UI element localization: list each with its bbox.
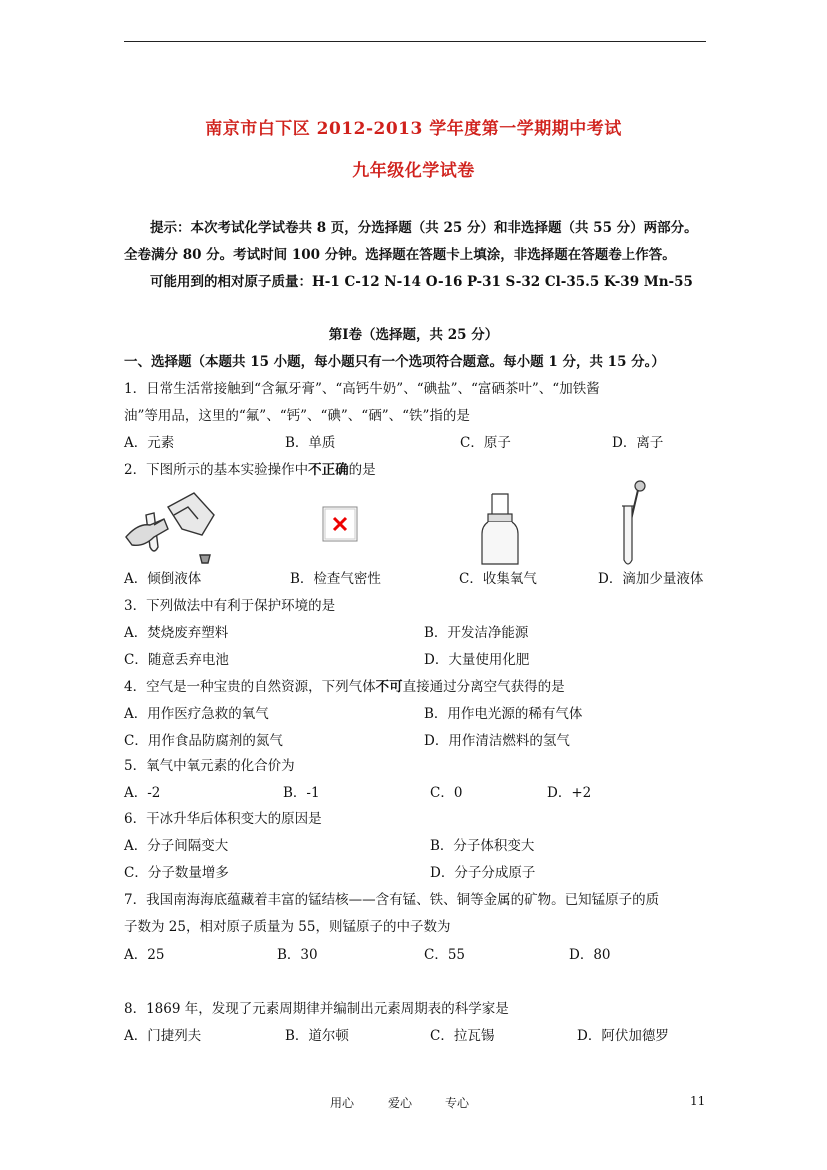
q6-option-c: C．分子数量增多 [124, 865, 229, 881]
q8-option-d: D．阿伏加德罗 [577, 1028, 669, 1044]
q6-option-b: B．分子体积变大 [430, 838, 535, 854]
q3-option-b: B．开发洁净能源 [424, 625, 529, 641]
q4-option-c: C．用作食品防腐剂的氮气 [124, 733, 283, 749]
q4-option-d: D．用作清洁燃料的氢气 [424, 733, 570, 749]
q7-option-b: B．30 [277, 947, 318, 963]
q2-stem-pre: 2．下图所示的基本实验操作中 [124, 462, 309, 478]
q2-option-b: B．检查气密性 [290, 571, 381, 587]
gas-collection-bottle-icon [478, 490, 522, 568]
q7-option-a: A．25 [124, 947, 165, 963]
footer-left: 用心 [330, 1096, 355, 1110]
q2-option-d: D．滴加少量液体 [598, 571, 704, 587]
atomic-mass-line: 可能用到的相对原子质量：H-1 C-12 N-14 O-16 P-31 S-32 Cl-35.5 K-39 Mn-55 [150, 274, 693, 290]
q2-stem-emphasis: 不正确 [308, 462, 349, 478]
q1-option-c: C．原子 [460, 435, 511, 451]
q8-option-c: C．拉瓦锡 [430, 1028, 495, 1044]
q4-stem-emphasis: 不可 [375, 679, 403, 695]
q3-option-d: D．大量使用化肥 [424, 652, 530, 668]
q3-option-c: C．随意丢弃电池 [124, 652, 229, 668]
q5-stem: 5．氧气中氧元素的化合价为 [124, 758, 295, 774]
q4-option-a: A．用作医疗急救的氧气 [124, 706, 269, 722]
page-number: 11 [690, 1094, 706, 1108]
q6-option-d: D．分子分成原子 [430, 865, 536, 881]
q1-option-a: A．元素 [124, 435, 175, 451]
q3-option-a: A．焚烧废弃塑料 [124, 625, 229, 641]
q6-stem: 6．干冰升华后体积变大的原因是 [124, 811, 322, 827]
q8-option-b: B．道尔顿 [285, 1028, 349, 1044]
q5-option-b: B．-1 [283, 785, 320, 801]
dropper-test-tube-icon [614, 480, 654, 570]
hint-line-1: 提示：本次考试化学试卷共 8 页，分选择题（共 25 分）和非选择题（共 55 分）两部分。 [150, 220, 698, 236]
q7-stem-line1: 7．我国南海海底蕴藏着丰富的锰结核——含有锰、铁、铜等金属的矿物。已知锰原子的质 [124, 892, 660, 908]
q3-stem: 3．下列做法中有利于保护环境的是 [124, 598, 336, 614]
footer-right: 专心 [445, 1096, 470, 1110]
q1-option-d: D．离子 [612, 435, 664, 451]
q2-option-c: C．收集氧气 [459, 571, 537, 587]
q5-option-a: A．-2 [124, 785, 161, 801]
q8-stem: 8．1869 年，发现了元素周期律并编制出元素周期表的科学家是 [124, 1001, 509, 1017]
footer-mid: 爱心 [388, 1096, 413, 1110]
q4-stem [124, 678, 565, 696]
q5-option-c: C．0 [430, 785, 463, 801]
q7-option-d: D．80 [569, 947, 611, 963]
q2-stem [124, 461, 376, 479]
q4-option-b: B．用作电光源的稀有气体 [424, 706, 583, 722]
q7-option-c: C．55 [424, 947, 466, 963]
q5-option-d: D．+2 [547, 785, 592, 801]
q2-stem-post: 的是 [348, 462, 376, 478]
section-title: 第Ⅰ卷（选择题，共 25 分） [328, 327, 499, 343]
q2-option-a: A．倾倒液体 [124, 571, 202, 587]
hint-line-2: 全卷满分 80 分。考试时间 100 分钟。选择题在答题卡上填涂，非选择题在答题卷上作答。 [124, 247, 676, 263]
q8-option-a: A．门捷列夫 [124, 1028, 202, 1044]
exam-subtitle: 九年级化学试卷 [352, 161, 475, 181]
q1-stem-line1: 1．日常生活常接触到“含氟牙膏”、“高钙牛奶”、“碘盐”、“富硒茶叶”、“加铁酱 [124, 381, 600, 397]
exam-title: 南京市白下区 2012-2013 学年度第一学期期中考试 [205, 119, 622, 139]
header-rule [124, 41, 706, 42]
broken-image-icon [322, 506, 358, 542]
q4-stem-post: 直接通过分离空气获得的是 [402, 679, 565, 695]
q4-stem-pre: 4．空气是一种宝贵的自然资源，下列气体 [124, 679, 376, 695]
q6-option-a: A．分子间隔变大 [124, 838, 229, 854]
part1-title: 一、选择题（本题共 15 小题，每小题只有一个选项符合题意。每小题 1 分，共 15 分。） [124, 354, 665, 370]
pouring-liquid-icon [124, 485, 220, 569]
q7-stem-line2: 子数为 25，相对原子质量为 55，则锰原子的中子数为 [124, 919, 451, 935]
q1-option-b: B．单质 [285, 435, 336, 451]
q1-stem-line2: 油”等用品，这里的“氟”、“钙”、“碘”、“硒”、“铁”指的是 [124, 408, 470, 424]
